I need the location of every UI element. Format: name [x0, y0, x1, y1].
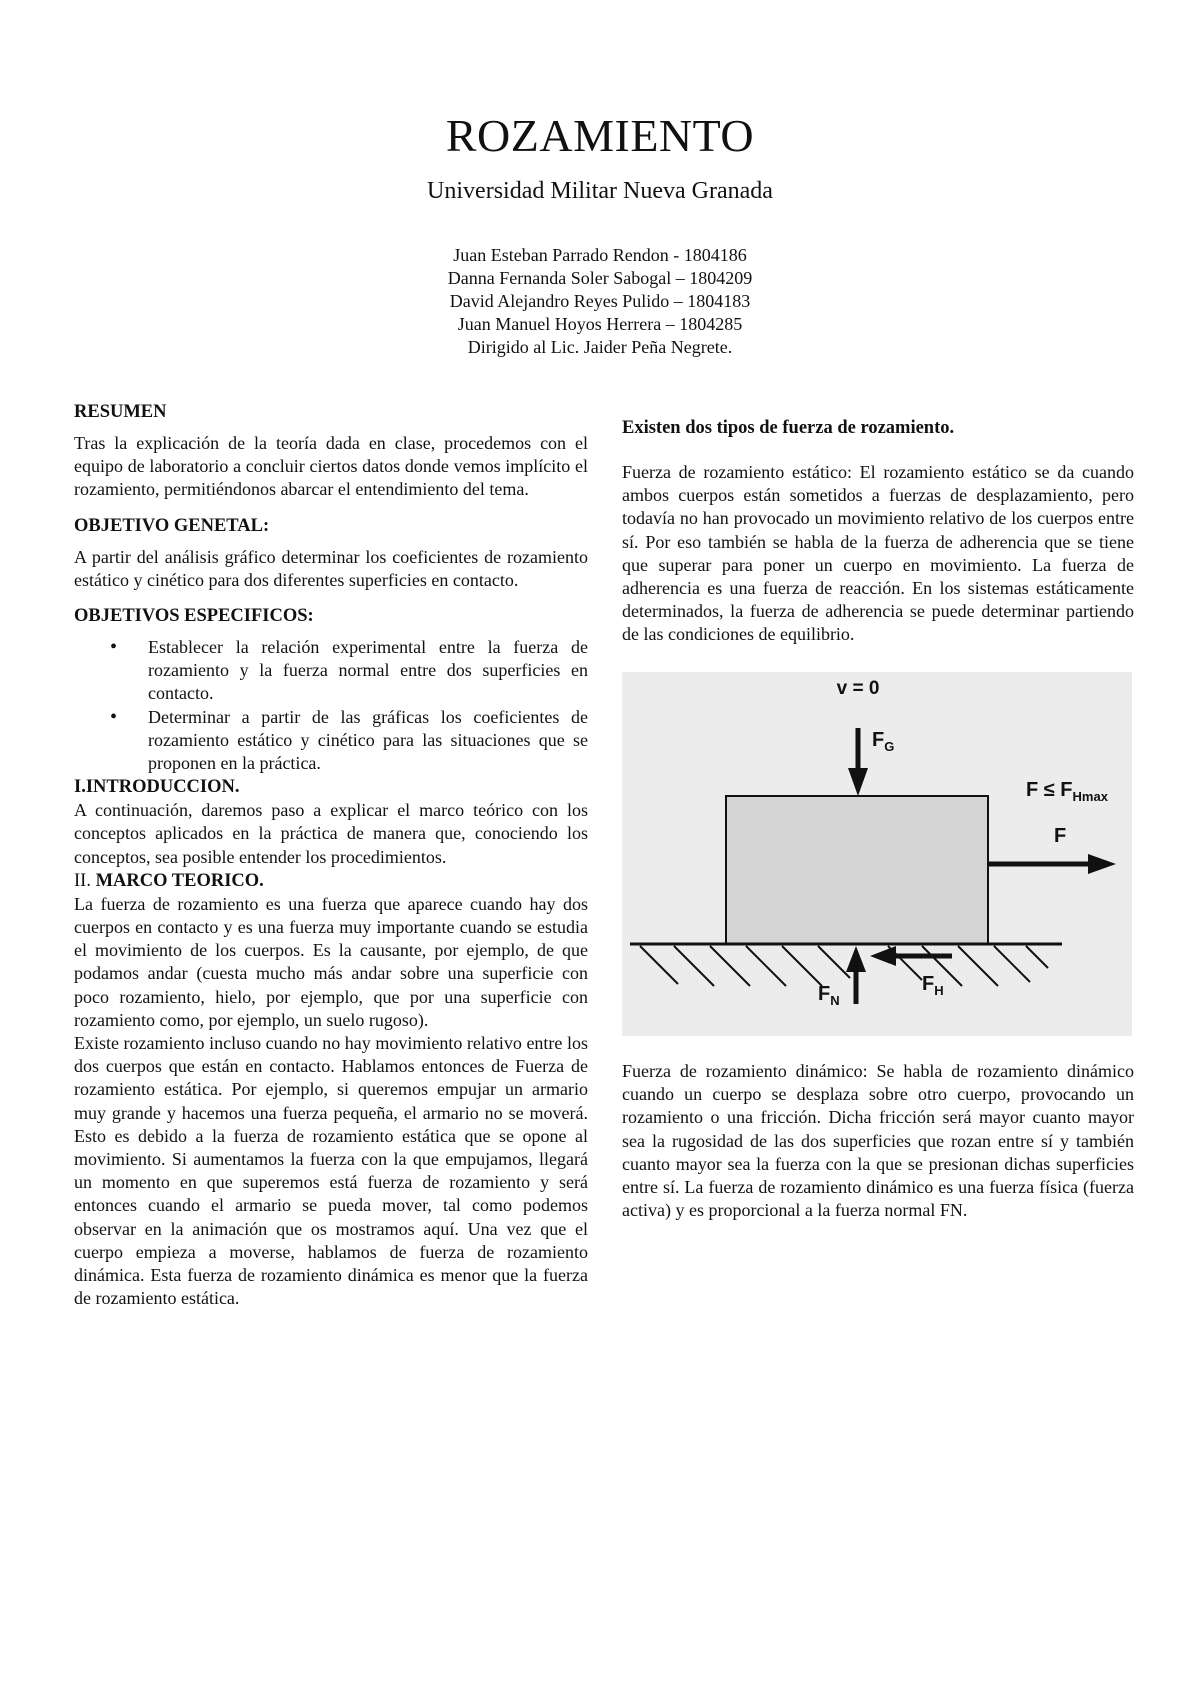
objetivos-especificos-list [74, 636, 588, 775]
author-line: Juan Manuel Hoyos Herrera – 1804285 [457, 314, 743, 334]
section-number: II. [74, 870, 91, 891]
introduccion-text: A continuación, daremos paso a explicar el marco teórico con los conceptos aplicados en la práctica de manera que, conociendo los conceptos, sea posible entender los procedimientos. [74, 800, 588, 867]
left-column [74, 400, 588, 1311]
section-title: MARCO TEORICO. [95, 870, 264, 891]
velocity-label: v = 0 [836, 678, 880, 699]
friction-force-label: $F_H$ [922, 973, 944, 998]
list-item-text: Establecer la relación experimental entre la fuerza de rozamiento y la fuerza normal entre dos superficies en contacto. [148, 637, 588, 704]
objetivos-especificos-heading: OBJETIVOS ESPECIFICOS: [74, 606, 314, 627]
author-line: Danna Fernanda Soler Sabogal – 1804209 [447, 268, 753, 288]
marco-teorico-paragraph-2: Existe rozamiento incluso cuando no hay movimiento relativo entre los dos cuerpos que están en contacto. Hablamos entonces de Fuerza de rozamiento estática. Por ejemplo, si queremos empujar un armario muy grande y hacemos una fuerza pequeña, el armario no se moverá. Esto es debido a la fuerza de rozamiento estática que se opone al movimiento. Si aumentamos la fuerza con la que empujamos, llegará un momento en que superemos está fuerza de rozamiento y será entonces cuando el armario se pueda mover, tal como podemos observar en la animación que os mostramos aquí. Una vez que el cuerpo empieza a moverse, hablamos de fuerza de rozamiento dinámica. Esta fuerza de rozamiento dinámica es menor que la fuerza de rozamiento estática. [74, 1033, 588, 1309]
rozamiento-dinamico-block [622, 1060, 1134, 1222]
resumen-text: Tras la explicación de la teoría dada en clase, procedemos con el equipo de laboratorio a concluir ciertos datos donde vemos implícito el rozamiento, permitiéndonos abarcar el entendimiento del tema. [74, 433, 588, 500]
paper-title: ROZAMIENTO [445, 110, 755, 161]
block [726, 796, 988, 944]
applied-force-label: F [1054, 825, 1067, 847]
resumen-heading: RESUMEN [74, 402, 167, 422]
tipos-heading: Existen dos tipos de fuerza de rozamiento. [622, 418, 955, 438]
normal-force-label: $F_N$ [818, 983, 840, 1008]
objetivo-general-heading: OBJETIVO GENETAL: [74, 515, 270, 536]
list-item-text: Determinar a partir de las gráficas los coeficientes de rozamiento estático y cinético para las situaciones que se proponen en la práctica. [148, 706, 588, 774]
introduccion-heading: I.INTRODUCCION. [74, 777, 240, 798]
rozamiento-dinamico-text: Fuerza de rozamiento dinámico: Se habla de rozamiento dinámico cuando un cuerpo se desplaza sobre otro cuerpo, provocando un rozamiento o una fricción. Dicha fricción será mayor cuanto mayor sea la rugosidad de las dos superficies que rozan entre sí y también cuanto mayor sea la fuerza con la que se presionan dichas superficies entre sí. La fuerza de rozamiento dinámico es una fuerza física (fuerza activa) y es proporcional a la fuerza normal FN. [622, 1061, 1134, 1221]
bullet-icon: • [110, 705, 118, 728]
objetivo-general-text: A partir del análisis gráfico determinar los coeficientes de rozamiento estático y cinético para dos diferentes superficies en contacto. [74, 546, 588, 590]
advisor-line: Dirigido al Lic. Jaider Peña Negrete. [467, 337, 733, 357]
paper-subtitle: Universidad Militar Nueva Granada [427, 178, 773, 204]
author-line: Juan Esteban Parrado Rendon - 1804186 [453, 245, 747, 265]
friction-diagram [622, 672, 1132, 1036]
author-line: David Alejandro Reyes Pulido – 1804183 [449, 291, 751, 311]
author-list [0, 244, 1200, 359]
weight-force-label: $F_G$ [872, 729, 895, 754]
max-force-label: $F \le F_{Hmax}$ [1026, 779, 1108, 804]
list-item [74, 636, 588, 706]
bullet-icon: • [110, 636, 118, 659]
marco-teorico-heading [74, 869, 588, 893]
marco-teorico-paragraph-1: La fuerza de rozamiento es una fuerza que aparece cuando hay dos cuerpos en contacto y es una fuerza muy importante cuando se estudia el movimiento de los cuerpos. Es la causante, por ejemplo, de que podamos andar (cuesta mucho más andar sobre una superficie con poco rozamiento, hielo, por ejemplo, que por una superficie con rozamiento como, por ejemplo, un suelo rugoso). [74, 893, 588, 1030]
right-column [622, 416, 1134, 647]
list-item [74, 706, 588, 776]
rozamiento-estatico-text: Fuerza de rozamiento estático: El rozamiento estático se da cuando ambos cuerpos están sometidos a fuerzas de desplazamiento, pero todavía no han provocado un movimiento relativo de los cuerpos entre sí. Por eso también se habla de la fuerza de adherencia que se tiene que superar para poner un cuerpo en movimiento. La fuerza de adherencia es una fuerza de reacción. En los sistemas estáticamente determinados, la fuerza de adherencia se puede determinar partiendo de las condiciones de equilibrio. [622, 462, 1134, 645]
